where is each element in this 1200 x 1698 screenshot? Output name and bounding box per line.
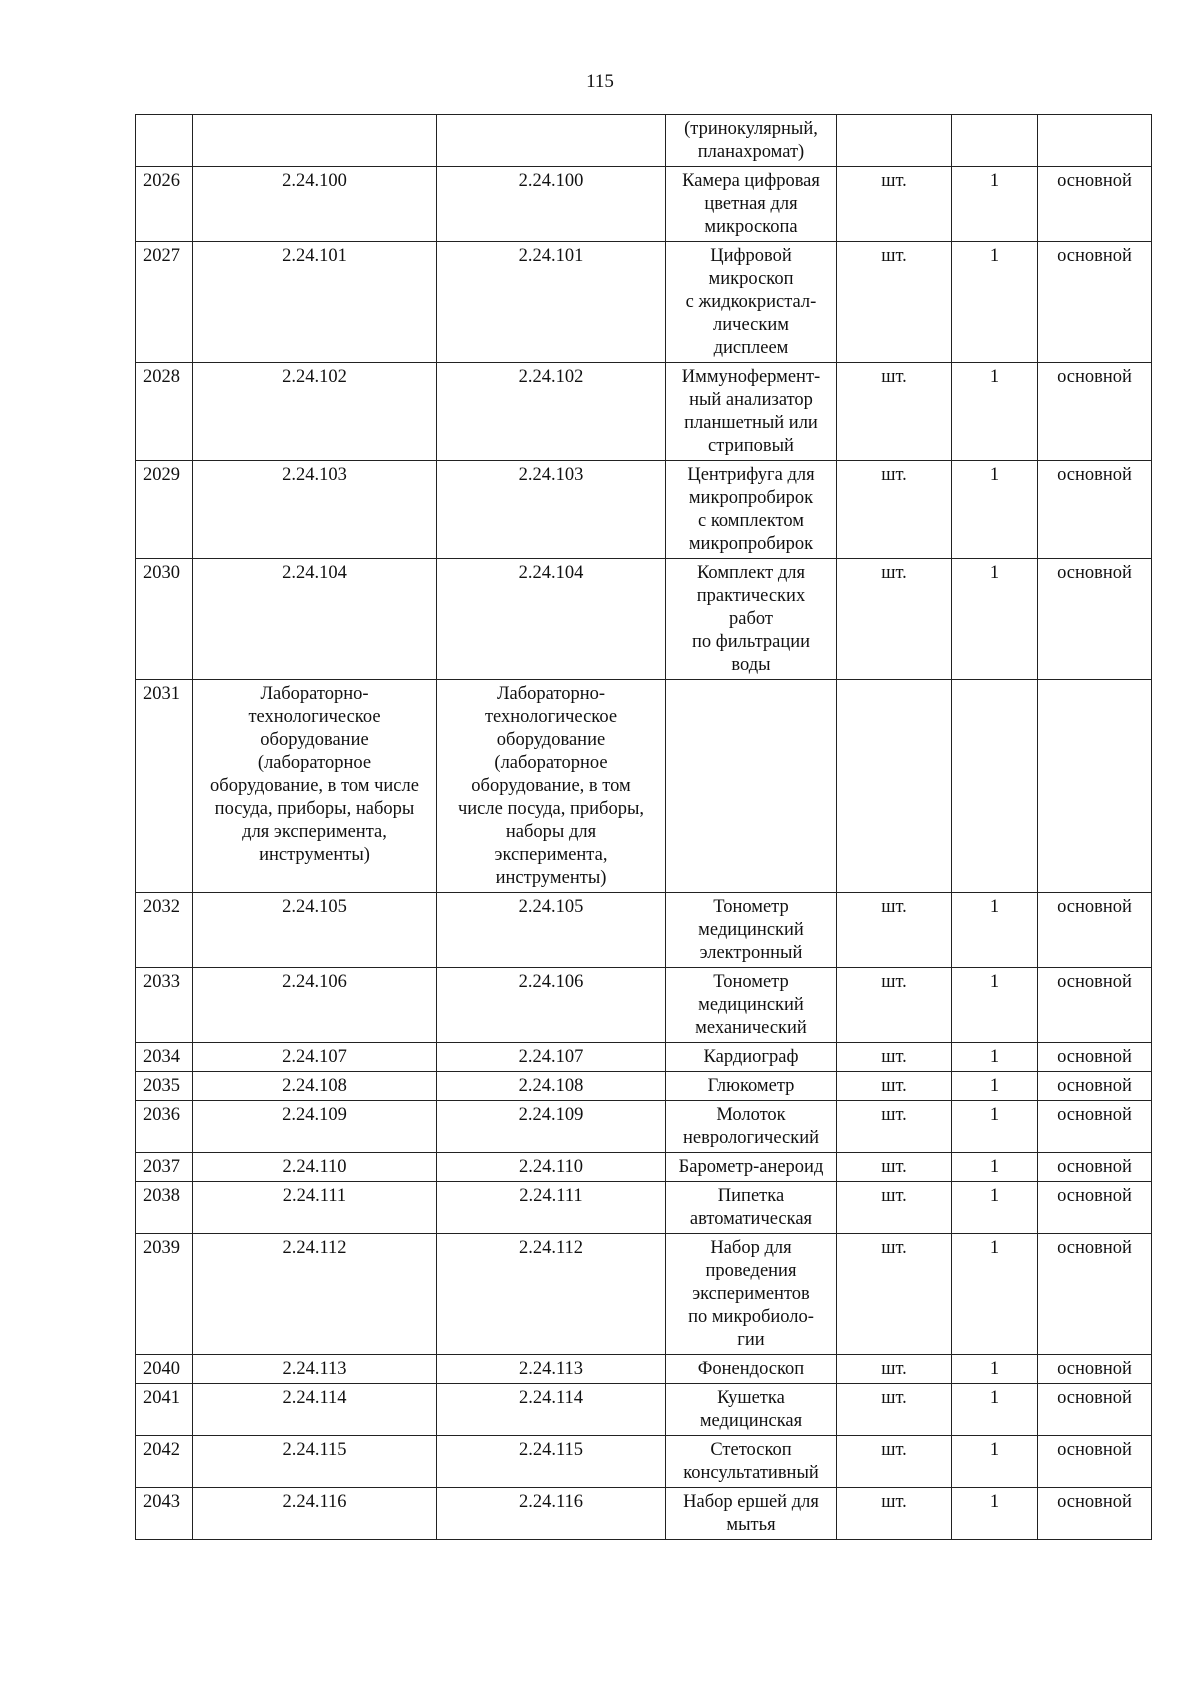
code-cell <box>193 461 437 559</box>
type-cell <box>1038 461 1152 559</box>
unit-cell-text: шт. <box>881 246 907 266</box>
row-number-cell <box>136 461 193 559</box>
table-row <box>136 1182 1152 1234</box>
code-cell-text: 2.24.107 <box>282 1047 347 1067</box>
type-cell-text: основной <box>1057 1492 1132 1512</box>
row-number-cell-text: 2033 <box>143 972 180 992</box>
code-alt-cell <box>437 1101 666 1153</box>
type-cell <box>1038 1436 1152 1488</box>
quantity-cell-text: 1 <box>989 972 1000 992</box>
row-number-cell-text: 2040 <box>143 1359 180 1379</box>
quantity-cell <box>952 680 1038 893</box>
table-row <box>136 680 1152 893</box>
quantity-cell-text: 1 <box>989 1238 1000 1258</box>
quantity-cell <box>952 1043 1038 1072</box>
code-cell <box>193 968 437 1043</box>
code-alt-cell-text: 2.24.110 <box>518 1157 584 1177</box>
item-name-cell <box>666 1234 837 1355</box>
page-number: 115 <box>586 71 614 92</box>
code-alt-cell <box>437 1072 666 1101</box>
row-number-cell <box>136 1436 193 1488</box>
quantity-cell <box>952 1436 1038 1488</box>
unit-cell-text: шт. <box>881 972 907 992</box>
item-name-cell <box>666 1043 837 1072</box>
quantity-cell <box>952 1153 1038 1182</box>
item-name-cell-text: Фонендоскоп <box>697 1359 805 1379</box>
item-name-cell-text: Камера цифровая цветная для микроскопа <box>682 171 820 237</box>
code-cell <box>193 167 437 242</box>
unit-cell-text: шт. <box>881 1388 907 1408</box>
row-number-cell <box>136 680 193 893</box>
equipment-table-body <box>136 115 1152 1540</box>
code-alt-cell <box>437 1043 666 1072</box>
code-alt-cell-text: 2.24.113 <box>518 1359 584 1379</box>
unit-cell <box>837 1101 952 1153</box>
item-name-cell <box>666 893 837 968</box>
row-number-cell <box>136 1153 193 1182</box>
code-cell <box>193 1355 437 1384</box>
type-cell <box>1038 893 1152 968</box>
code-cell <box>193 559 437 680</box>
type-cell <box>1038 1488 1152 1540</box>
item-name-cell <box>666 1101 837 1153</box>
table-row <box>136 242 1152 363</box>
unit-cell <box>837 893 952 968</box>
item-name-cell <box>666 461 837 559</box>
row-number-cell-text: 2043 <box>143 1492 180 1512</box>
code-cell-text: Лабораторно- технологическое оборудование (лабораторное оборудование, в том числе посуда, приборы, наборы для эксперимента, инструменты) <box>210 684 419 865</box>
type-cell <box>1038 242 1152 363</box>
code-cell-text: 2.24.111 <box>282 1186 347 1206</box>
code-alt-cell <box>437 893 666 968</box>
item-name-cell-text: Молоток неврологический <box>682 1105 820 1148</box>
row-number-cell <box>136 1355 193 1384</box>
item-name-cell <box>666 167 837 242</box>
item-name-cell-text: Стетоскоп консультативный <box>683 1440 819 1483</box>
code-cell-text: 2.24.104 <box>282 563 347 583</box>
type-cell-text: основной <box>1057 1076 1132 1096</box>
unit-cell <box>837 1072 952 1101</box>
quantity-cell <box>952 1355 1038 1384</box>
type-cell-text: основной <box>1057 1440 1132 1460</box>
item-name-cell-text: Центрифуга для микропробирок с комплектом микропробирок <box>687 465 815 554</box>
item-name-cell <box>666 559 837 680</box>
code-cell-text: 2.24.101 <box>282 246 347 266</box>
code-alt-cell <box>437 461 666 559</box>
row-number-cell <box>136 893 193 968</box>
equipment-table <box>135 114 1152 1540</box>
type-cell-text: основной <box>1057 171 1132 191</box>
code-cell-text: 2.24.112 <box>282 1238 347 1258</box>
table-row <box>136 363 1152 461</box>
row-number-cell-text: 2039 <box>143 1238 180 1258</box>
type-cell <box>1038 968 1152 1043</box>
unit-cell-text: шт. <box>881 171 907 191</box>
quantity-cell <box>952 242 1038 363</box>
code-alt-cell <box>437 1488 666 1540</box>
row-number-cell <box>136 1488 193 1540</box>
table-row <box>136 1101 1152 1153</box>
code-cell <box>193 1072 437 1101</box>
code-cell <box>193 680 437 893</box>
code-cell-text: 2.24.109 <box>282 1105 347 1125</box>
type-cell <box>1038 115 1152 167</box>
unit-cell <box>837 1153 952 1182</box>
code-cell-text: 2.24.102 <box>282 367 347 387</box>
code-cell <box>193 242 437 363</box>
quantity-cell <box>952 1234 1038 1355</box>
code-alt-cell <box>437 363 666 461</box>
quantity-cell <box>952 1072 1038 1101</box>
quantity-cell <box>952 893 1038 968</box>
type-cell <box>1038 1384 1152 1436</box>
quantity-cell-text: 1 <box>989 1359 1000 1379</box>
item-name-cell <box>666 1436 837 1488</box>
code-alt-cell-text: 2.24.106 <box>518 972 584 992</box>
quantity-cell-text: 1 <box>989 1388 1000 1408</box>
unit-cell-text: шт. <box>881 1047 907 1067</box>
code-alt-cell <box>437 1355 666 1384</box>
unit-cell <box>837 363 952 461</box>
quantity-cell-text: 1 <box>989 246 1000 266</box>
unit-cell <box>837 242 952 363</box>
unit-cell <box>837 1436 952 1488</box>
table-row <box>136 1153 1152 1182</box>
code-alt-cell <box>437 559 666 680</box>
item-name-cell-text: Тонометр медицинский электронный <box>698 897 804 963</box>
unit-cell-text: шт. <box>881 465 907 485</box>
unit-cell <box>837 115 952 167</box>
code-cell-text: 2.24.103 <box>282 465 347 485</box>
unit-cell <box>837 1182 952 1234</box>
unit-cell <box>837 1234 952 1355</box>
type-cell-text: основной <box>1057 1186 1132 1206</box>
unit-cell-text: шт. <box>881 1186 907 1206</box>
code-alt-cell <box>437 1384 666 1436</box>
type-cell-text: основной <box>1057 1157 1132 1177</box>
item-name-cell-text: Цифровой микроскоп с жидкокристал- лическим дисплеем <box>685 246 817 358</box>
unit-cell-text: шт. <box>881 1157 907 1177</box>
code-cell-text: 2.24.113 <box>282 1359 347 1379</box>
unit-cell <box>837 968 952 1043</box>
item-name-cell <box>666 242 837 363</box>
row-number-cell-text: 2034 <box>143 1047 180 1067</box>
code-alt-cell-text: 2.24.105 <box>518 897 584 917</box>
row-number-cell-text: 2042 <box>143 1440 180 1460</box>
row-number-cell <box>136 167 193 242</box>
item-name-cell-text: Набор ершей для мытья <box>683 1492 819 1535</box>
unit-cell <box>837 1488 952 1540</box>
code-alt-cell-text: 2.24.102 <box>518 367 584 387</box>
unit-cell-text: шт. <box>881 1359 907 1379</box>
code-alt-cell <box>437 1182 666 1234</box>
item-name-cell-text: Набор для проведения экспериментов по микробиоло- гии <box>688 1238 814 1350</box>
code-alt-cell-text: 2.24.115 <box>518 1440 584 1460</box>
code-alt-cell-text: 2.24.114 <box>518 1388 584 1408</box>
unit-cell-text: шт. <box>881 563 907 583</box>
quantity-cell-text: 1 <box>989 1186 1000 1206</box>
code-cell-text: 2.24.106 <box>282 972 347 992</box>
type-cell <box>1038 1153 1152 1182</box>
unit-cell-text: шт. <box>881 1238 907 1258</box>
item-name-cell-text: Кардиограф <box>703 1047 799 1067</box>
item-name-cell <box>666 115 837 167</box>
code-alt-cell-text: 2.24.101 <box>518 246 584 266</box>
item-name-cell <box>666 363 837 461</box>
row-number-cell-text: 2036 <box>143 1105 180 1125</box>
item-name-cell <box>666 1488 837 1540</box>
row-number-cell-text: 2028 <box>143 367 180 387</box>
row-number-cell <box>136 1234 193 1355</box>
item-name-cell-text: Глюкометр <box>707 1076 795 1096</box>
quantity-cell <box>952 1182 1038 1234</box>
unit-cell <box>837 1384 952 1436</box>
row-number-cell-text: 2027 <box>143 246 180 266</box>
code-cell <box>193 1234 437 1355</box>
code-cell-text: 2.24.108 <box>282 1076 347 1096</box>
unit-cell <box>837 461 952 559</box>
code-cell-text: 2.24.105 <box>282 897 347 917</box>
code-alt-cell <box>437 167 666 242</box>
code-cell <box>193 115 437 167</box>
code-alt-cell-text: 2.24.109 <box>518 1105 584 1125</box>
row-number-cell <box>136 1384 193 1436</box>
table-row <box>136 1072 1152 1101</box>
quantity-cell <box>952 461 1038 559</box>
item-name-cell-text: Барометр-анероид <box>678 1157 824 1177</box>
quantity-cell <box>952 559 1038 680</box>
item-name-cell-text: Комплект для практических работ по фильтрации воды <box>691 563 811 675</box>
type-cell <box>1038 1043 1152 1072</box>
quantity-cell-text: 1 <box>989 897 1000 917</box>
row-number-cell <box>136 968 193 1043</box>
quantity-cell-text: 1 <box>989 563 1000 583</box>
type-cell <box>1038 1072 1152 1101</box>
table-row <box>136 1436 1152 1488</box>
type-cell-text: основной <box>1057 1238 1132 1258</box>
type-cell-text: основной <box>1057 1047 1132 1067</box>
code-cell <box>193 1436 437 1488</box>
type-cell-text: основной <box>1057 465 1132 485</box>
item-name-cell <box>666 1182 837 1234</box>
type-cell-text: основной <box>1057 897 1132 917</box>
quantity-cell-text: 1 <box>989 1105 1000 1125</box>
unit-cell <box>837 559 952 680</box>
code-alt-cell-text: 2.24.104 <box>518 563 584 583</box>
table-row <box>136 461 1152 559</box>
table-row <box>136 893 1152 968</box>
table-row <box>136 559 1152 680</box>
quantity-cell <box>952 1101 1038 1153</box>
code-cell <box>193 363 437 461</box>
table-row <box>136 1488 1152 1540</box>
row-number-cell-text: 2035 <box>143 1076 180 1096</box>
table-row <box>136 968 1152 1043</box>
code-alt-cell-text: 2.24.116 <box>518 1492 584 1512</box>
row-number-cell-text: 2031 <box>143 684 180 704</box>
type-cell <box>1038 1234 1152 1355</box>
quantity-cell-text: 1 <box>989 1440 1000 1460</box>
type-cell <box>1038 1182 1152 1234</box>
code-alt-cell-text: 2.24.100 <box>518 171 584 191</box>
type-cell <box>1038 1355 1152 1384</box>
code-alt-cell <box>437 680 666 893</box>
row-number-cell <box>136 1101 193 1153</box>
unit-cell <box>837 1043 952 1072</box>
item-name-cell-text: Пипетка автоматическая <box>689 1186 813 1229</box>
code-cell-text: 2.24.115 <box>282 1440 347 1460</box>
quantity-cell-text: 1 <box>989 1157 1000 1177</box>
row-number-cell-text: 2041 <box>143 1388 180 1408</box>
item-name-cell <box>666 1355 837 1384</box>
type-cell-text: основной <box>1057 246 1132 266</box>
quantity-cell-text: 1 <box>989 465 1000 485</box>
row-number-cell <box>136 363 193 461</box>
code-alt-cell <box>437 1153 666 1182</box>
code-alt-cell <box>437 1234 666 1355</box>
item-name-cell <box>666 1153 837 1182</box>
type-cell-text: основной <box>1057 367 1132 387</box>
unit-cell <box>837 167 952 242</box>
code-alt-cell <box>437 242 666 363</box>
table-row <box>136 115 1152 167</box>
table-row <box>136 1043 1152 1072</box>
table-row <box>136 1234 1152 1355</box>
code-alt-cell <box>437 1436 666 1488</box>
item-name-cell <box>666 1072 837 1101</box>
code-cell-text: 2.24.114 <box>282 1388 347 1408</box>
quantity-cell-text: 1 <box>989 367 1000 387</box>
row-number-cell <box>136 1072 193 1101</box>
code-alt-cell-text: 2.24.108 <box>518 1076 584 1096</box>
code-cell <box>193 1153 437 1182</box>
quantity-cell <box>952 115 1038 167</box>
item-name-cell <box>666 680 837 893</box>
code-cell <box>193 1043 437 1072</box>
quantity-cell <box>952 167 1038 242</box>
code-cell-text: 2.24.116 <box>282 1492 347 1512</box>
quantity-cell <box>952 968 1038 1043</box>
type-cell-text: основной <box>1057 1388 1132 1408</box>
quantity-cell <box>952 363 1038 461</box>
item-name-cell <box>666 968 837 1043</box>
unit-cell-text: шт. <box>881 1105 907 1125</box>
item-name-cell-text: Тонометр медицинский механический <box>695 972 807 1038</box>
type-cell <box>1038 680 1152 893</box>
row-number-cell <box>136 1182 193 1234</box>
item-name-cell-text: (тринокулярный, планахромат) <box>684 119 818 162</box>
code-cell <box>193 1384 437 1436</box>
row-number-cell <box>136 559 193 680</box>
unit-cell-text: шт. <box>881 1440 907 1460</box>
quantity-cell-text: 1 <box>989 1492 1000 1512</box>
table-row <box>136 1384 1152 1436</box>
code-cell-text: 2.24.100 <box>282 171 347 191</box>
unit-cell-text: шт. <box>881 897 907 917</box>
type-cell-text: основной <box>1057 1359 1132 1379</box>
row-number-cell <box>136 242 193 363</box>
row-number-cell-text: 2030 <box>143 563 180 583</box>
quantity-cell <box>952 1488 1038 1540</box>
unit-cell <box>837 680 952 893</box>
code-cell-text: 2.24.110 <box>282 1157 347 1177</box>
quantity-cell-text: 1 <box>989 1076 1000 1096</box>
unit-cell-text: шт. <box>881 367 907 387</box>
type-cell <box>1038 1101 1152 1153</box>
row-number-cell-text: 2038 <box>143 1186 180 1206</box>
row-number-cell-text: 2026 <box>143 171 180 191</box>
code-alt-cell-text: 2.24.111 <box>519 1186 583 1206</box>
quantity-cell <box>952 1384 1038 1436</box>
code-alt-cell-text: Лабораторно- технологическое оборудование (лабораторное оборудование, в том числе посуда, приборы, наборы для эксперимента, инструменты) <box>457 684 645 888</box>
unit-cell-text: шт. <box>881 1076 907 1096</box>
table-row <box>136 167 1152 242</box>
code-cell <box>193 1101 437 1153</box>
code-cell <box>193 1182 437 1234</box>
code-cell <box>193 893 437 968</box>
code-alt-cell-text: 2.24.107 <box>518 1047 584 1067</box>
code-cell <box>193 1488 437 1540</box>
item-name-cell <box>666 1384 837 1436</box>
item-name-cell-text: Иммунофермент- ный анализатор планшетный или стриповый <box>681 367 821 456</box>
code-alt-cell-text: 2.24.103 <box>518 465 584 485</box>
row-number-cell-text: 2037 <box>143 1157 180 1177</box>
unit-cell-text: шт. <box>881 1492 907 1512</box>
type-cell <box>1038 559 1152 680</box>
item-name-cell-text: Кушетка медицинская <box>699 1388 803 1431</box>
row-number-cell-text: 2029 <box>143 465 180 485</box>
type-cell <box>1038 363 1152 461</box>
code-alt-cell-text: 2.24.112 <box>518 1238 584 1258</box>
table-row <box>136 1355 1152 1384</box>
row-number-cell-text: 2032 <box>143 897 180 917</box>
row-number-cell <box>136 115 193 167</box>
code-alt-cell <box>437 115 666 167</box>
code-alt-cell <box>437 968 666 1043</box>
type-cell-text: основной <box>1057 563 1132 583</box>
quantity-cell-text: 1 <box>989 171 1000 191</box>
type-cell-text: основной <box>1057 972 1132 992</box>
quantity-cell-text: 1 <box>989 1047 1000 1067</box>
unit-cell <box>837 1355 952 1384</box>
type-cell-text: основной <box>1057 1105 1132 1125</box>
type-cell <box>1038 167 1152 242</box>
row-number-cell <box>136 1043 193 1072</box>
